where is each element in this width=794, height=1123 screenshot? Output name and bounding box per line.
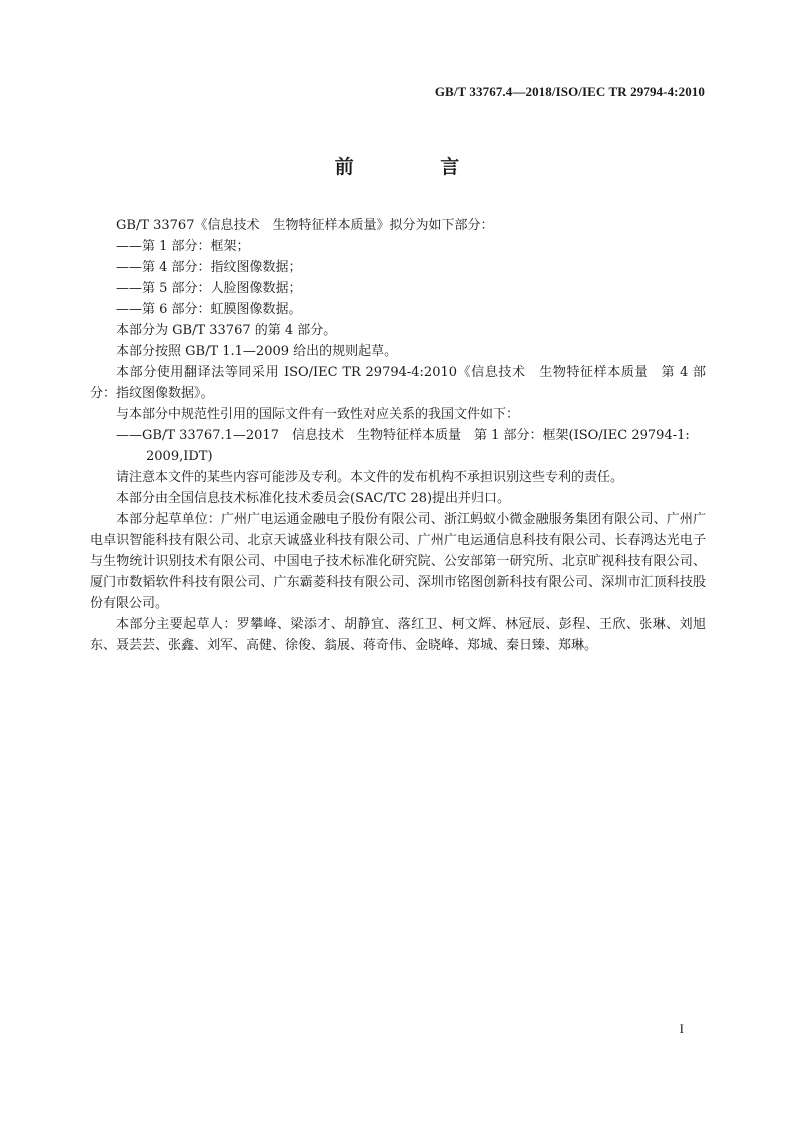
paragraph-drafting-rules: 本部分按照 GB/T 1.1—2009 给出的规则起草。 [116,344,398,359]
list-item-part-6: ——第 6 部分：虹膜图像数据。 [116,302,302,317]
list-item-part-5: ——第 5 部分：人脸图像数据； [116,281,302,296]
paragraph-translation-method: 本部分使用翻译法等同采用 ISO/IEC TR 29794-4:2010《信息技术 生物特征样本质量 第 4 部分：指纹图像数据》。 [90,365,706,401]
paragraph-proposer: 本部分由全国信息技术标准化技术委员会(SAC/TC 28)提出并归口。 [116,491,511,506]
page-title: 前 言 [334,156,500,178]
paragraph-parts-intro: GB/T 33767《信息技术 生物特征样本质量》拟分为如下部分： [116,218,494,233]
document-body [90,215,706,656]
list-item-part-4: ——第 4 部分：指纹图像数据； [116,260,302,275]
paragraph-patent-notice: 请注意本文件的某些内容可能涉及专利。本文件的发布机构不承担识别这些专利的责任。 [116,470,624,485]
list-item-part-1: ——第 1 部分：框架； [116,239,250,254]
page-number: I [679,1021,684,1036]
reference-item-line1: ——GB/T 33767.1—2017 信息技术 生物特征样本质量 第 1 部分：框架(ISO/IEC 29794-1: [116,428,690,443]
paragraph-drafters: 本部分主要起草人：罗攀峰、梁添才、胡静宜、落红卫、柯文辉、林冠辰、彭程、王欣、张琳、刘旭东、聂芸芸、张鑫、刘军、高健、徐俊、翁展、蒋奇伟、金晓峰、郑城、秦日臻、郑琳。 [90,617,706,653]
reference-item [90,425,706,467]
standard-code: GB/T 33767.4—2018/ISO/IEC TR 29794-4:2010 [434,84,705,99]
paragraph-part-number: 本部分为 GB/T 33767 的第 4 部分。 [116,323,337,338]
paragraph-reference-intro: 与本部分中规范性引用的国际文件有一致性对应关系的我国文件如下： [116,407,520,422]
paragraph-drafting-units: 本部分起草单位：广州广电运通金融电子股份有限公司、浙江蚂蚁小微金融服务集团有限公司、广州广电卓识智能科技有限公司、北京天诚盛业科技有限公司、广州广电运通信息科技有限公司、长春鸿达光电子与生物统计识别技术有限公司、中国电子技术标准化研究院、公安部第一研究所、北京旷视科技有限公司、厦门市数韬软件科技有限公司、广东霸菱科技有限公司、深圳市铭图创新科技有限公司、深圳市汇顶科技股份有限公司。 [90,512,706,611]
reference-item-line2: 2009,IDT) [146,449,213,464]
